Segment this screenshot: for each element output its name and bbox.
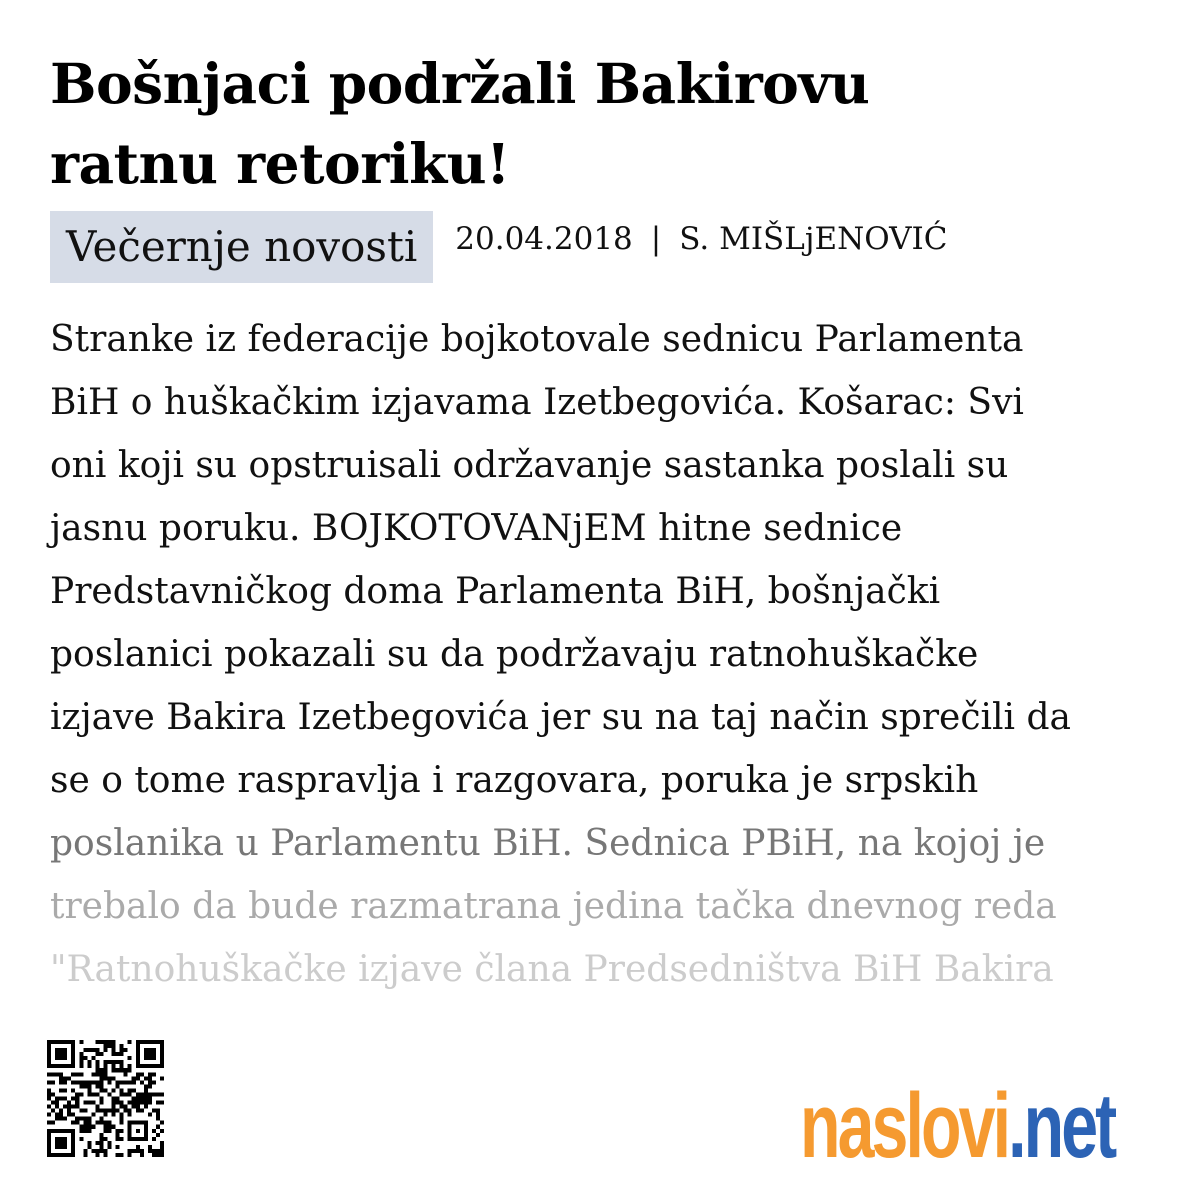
body-line: izjave Bakira Izetbegovića jer su na taj način sprečili da <box>50 697 1071 738</box>
body-line: poslanika u Parlamentu BiH. Sednica PBiH, na kojoj je <box>50 823 1046 864</box>
body-line: "Ratnohuškačke izjave člana Predsedništva BiH Bakira <box>50 949 1054 990</box>
body-line: jasnu poruku. BOJKOTOVANjEM hitne sednice <box>50 508 903 549</box>
article-meta <box>50 211 947 283</box>
article-author: S. MIŠLjENOVIĆ <box>679 221 948 257</box>
body-line: Stranke iz federacije bojkotovale sednicu Parlamenta <box>50 319 1024 360</box>
logo-main-text: naslovi <box>800 1075 1009 1177</box>
date-author <box>455 221 947 257</box>
meta-separator: | <box>650 221 662 257</box>
source-badge[interactable]: Večernje novosti <box>50 211 433 283</box>
qr-code-icon[interactable] <box>47 1040 164 1157</box>
naslovi-logo[interactable] <box>800 1062 1115 1177</box>
body-line: BiH o huškačkim izjavama Izetbegovića. Košarac: Svi <box>50 382 1024 423</box>
headline-line: ratnu retoriku! <box>50 131 510 196</box>
logo-tld-text: .net <box>1008 1075 1115 1177</box>
article-date: 20.04.2018 <box>455 221 633 257</box>
headline <box>50 44 1150 204</box>
body-line: oni koji su opstruisali održavanje sastanka poslali su <box>50 445 1009 486</box>
article-body <box>50 308 1160 1001</box>
headline-line: Bošnjaci podržali Bakirovu <box>50 51 870 116</box>
body-line: Predstavničkog doma Parlamenta BiH, bošnjački <box>50 571 941 612</box>
body-line: trebalo da bude razmatrana jedina tačka dnevnog reda <box>50 886 1057 927</box>
body-line: poslanici pokazali su da podržavaju ratnohuškačke <box>50 634 979 675</box>
body-line: se o tome raspravlja i razgovara, poruka je srpskih <box>50 760 979 801</box>
